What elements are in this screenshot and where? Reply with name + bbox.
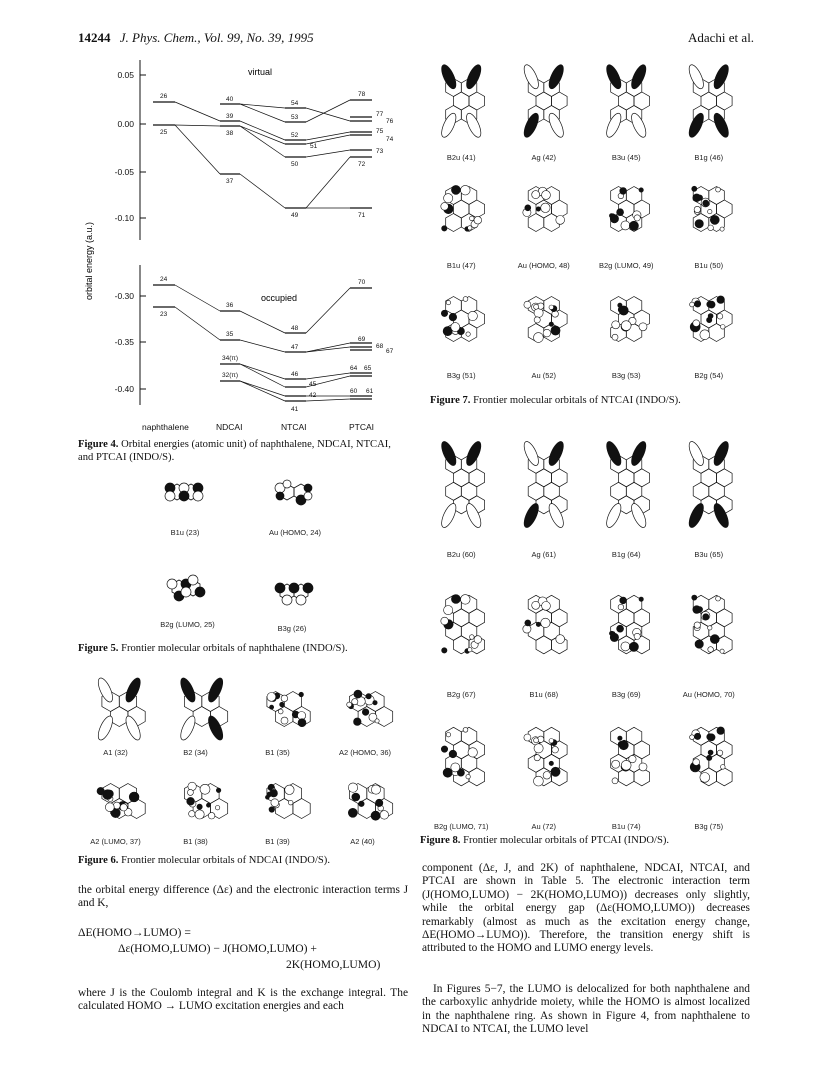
figure-6-caption bbox=[78, 854, 408, 867]
mo-diagram bbox=[268, 476, 322, 525]
caption-label: Figure 8. bbox=[420, 835, 461, 846]
mo-label: Au (HOMO, 24) bbox=[268, 528, 322, 537]
x-label: naphthalene bbox=[142, 422, 189, 432]
level-label: 50 bbox=[291, 161, 299, 168]
mo-diagram bbox=[160, 476, 210, 525]
figure-4-caption bbox=[78, 438, 408, 464]
level-label: 51 bbox=[310, 143, 318, 150]
mo-diagram bbox=[521, 440, 567, 559]
tick-label: 0.05 bbox=[117, 70, 134, 80]
mo-diagram bbox=[683, 595, 736, 699]
mo-label: B3g (26) bbox=[277, 624, 307, 633]
mo-label: B1u (74) bbox=[611, 822, 641, 831]
level-label: 67 bbox=[386, 348, 394, 355]
caption-label: Figure 5. bbox=[78, 643, 119, 654]
level-label: 35 bbox=[226, 331, 234, 338]
level-label: 53 bbox=[291, 114, 299, 121]
mo-label: B3g (69) bbox=[611, 690, 641, 699]
orbital-energy-diagram bbox=[78, 60, 408, 435]
mo-diagram bbox=[604, 63, 650, 162]
mo-diagram bbox=[178, 676, 228, 742]
tick-label: -0.05 bbox=[114, 167, 134, 177]
level-label: 70 bbox=[358, 279, 366, 286]
level-label: 48 bbox=[291, 325, 299, 332]
equation-line: Δε(HOMO,LUMO) − J(HOMO,LUMO) + bbox=[118, 942, 317, 955]
mo-label: B2g (LUMO, 71) bbox=[433, 822, 489, 831]
level-label: 74 bbox=[386, 136, 394, 143]
level-label: 72 bbox=[358, 161, 366, 168]
mo-label: A2 (HOMO, 36) bbox=[338, 748, 392, 757]
tick-label: -0.35 bbox=[114, 337, 134, 347]
body-paragraph: the orbital energy difference (Δε) and the electronic interaction terms J and K, bbox=[78, 884, 408, 910]
mo-diagram bbox=[518, 187, 571, 271]
tick-label: -0.30 bbox=[114, 291, 134, 301]
mo-label: A2 (LUMO, 37) bbox=[90, 837, 141, 846]
mo-label: Ag (42) bbox=[531, 153, 557, 162]
mo-diagram bbox=[441, 185, 485, 270]
mo-diagram bbox=[267, 692, 310, 727]
level-label: 71 bbox=[358, 212, 366, 219]
mo-diagram bbox=[521, 63, 567, 162]
level-label: 46 bbox=[291, 371, 299, 378]
level-label: 26 bbox=[160, 93, 168, 100]
body-paragraph: In Figures 5−7, the LUMO is delocalized for both naphthalene and the carboxylic anhydride moiety, while the HOMO is almost localized in the naphthalene ring. As shown in Figure 4, from naphthalene to NDCAI to NTCAI, the LUMO level bbox=[422, 983, 750, 1036]
level-label: 47 bbox=[291, 344, 299, 351]
mo-label: A1 (32) bbox=[103, 748, 128, 757]
level-label: 54 bbox=[291, 100, 299, 107]
level-label: 39 bbox=[226, 113, 234, 120]
mo-diagram bbox=[524, 297, 567, 381]
mo-label: B3g (75) bbox=[694, 822, 724, 831]
mo-label: B2g (54) bbox=[694, 371, 724, 380]
mo-label: B1u (50) bbox=[694, 261, 724, 270]
figure-6-row-1 bbox=[78, 665, 408, 745]
occupied-label: occupied bbox=[261, 293, 298, 303]
level-label: 73 bbox=[376, 148, 384, 155]
level-label: 25 bbox=[160, 129, 168, 136]
level-label: 68 bbox=[376, 343, 384, 350]
mo-diagram bbox=[686, 440, 732, 559]
level-label: 64 bbox=[350, 365, 358, 372]
mo-label: Ag (61) bbox=[531, 550, 557, 559]
mo-label: B1g (46) bbox=[694, 153, 724, 162]
mo-label: B2g (LUMO, 49) bbox=[598, 261, 654, 270]
mo-label: B1g (64) bbox=[611, 550, 641, 559]
level-label: 38 bbox=[226, 130, 234, 137]
mo-diagram bbox=[97, 784, 145, 819]
mo-label: B2u (60) bbox=[446, 550, 476, 559]
mo-diagram bbox=[184, 782, 227, 819]
level-label: 41 bbox=[291, 406, 299, 413]
level-label: 75 bbox=[376, 128, 384, 135]
caption-text: Frontier molecular orbitals of NDCAI (INDO/S). bbox=[121, 855, 330, 866]
level-label: 61 bbox=[366, 388, 374, 395]
mo-label: B3g (53) bbox=[611, 371, 641, 380]
level-label: 34(π) bbox=[222, 355, 239, 362]
page-header bbox=[78, 30, 314, 46]
level-label: 78 bbox=[358, 91, 366, 98]
mo-label: A2 (40) bbox=[350, 837, 375, 846]
level-label: 42 bbox=[309, 392, 317, 399]
level-label: 69 bbox=[358, 336, 366, 343]
mo-label: Au (52) bbox=[531, 371, 557, 380]
x-label: NDCAI bbox=[216, 422, 243, 432]
equation-line: 2K(HOMO,LUMO) bbox=[286, 958, 381, 971]
level-label: 37 bbox=[226, 178, 234, 185]
mo-diagram bbox=[611, 727, 650, 831]
mo-diagram bbox=[434, 727, 489, 831]
x-label: PTCAI bbox=[349, 422, 375, 432]
mo-diagram bbox=[439, 63, 485, 162]
level-label: 77 bbox=[376, 111, 384, 118]
mo-diagram bbox=[439, 440, 485, 559]
figure-7-caption bbox=[430, 394, 760, 407]
caption-text: Frontier molecular orbitals of NTCAI (INDO/S). bbox=[473, 395, 681, 406]
figure-8-caption bbox=[420, 834, 750, 847]
level-label: 40 bbox=[226, 96, 234, 103]
y-axis-label: orbital energy (a.u.) bbox=[84, 221, 94, 300]
mo-label: B1 (35) bbox=[265, 748, 290, 757]
caption-text: Frontier molecular orbitals of PTCAI (INDO/S). bbox=[463, 835, 670, 846]
mo-label: B1 (38) bbox=[183, 837, 208, 846]
mo-diagram bbox=[609, 595, 649, 699]
mo-diagram bbox=[611, 297, 650, 381]
figure-7-panels bbox=[420, 52, 750, 392]
mo-diagram bbox=[692, 186, 732, 270]
figure-6-row-2 bbox=[78, 765, 408, 835]
mo-diagram bbox=[604, 440, 650, 559]
mo-label: B3u (65) bbox=[694, 550, 724, 559]
page-number: 14244 bbox=[78, 30, 111, 45]
level-label: 45 bbox=[309, 381, 317, 388]
level-label: 36 bbox=[226, 302, 234, 309]
journal-citation: J. Phys. Chem., Vol. 99, No. 39, 1995 bbox=[119, 30, 314, 45]
mo-label: Au (HOMO, 48) bbox=[517, 261, 570, 270]
caption-text: Orbital energies (atomic unit) of naphthalene, NDCAI, NTCAI, and PTCAI (INDO/S). bbox=[78, 439, 391, 463]
mo-diagram bbox=[160, 570, 214, 619]
tick-label: -0.10 bbox=[114, 213, 134, 223]
level-label: 23 bbox=[160, 311, 168, 318]
mo-diagram bbox=[686, 63, 732, 162]
mo-diagram bbox=[441, 297, 484, 381]
equation-line: ΔE(HOMO→LUMO) = bbox=[78, 926, 191, 939]
tick-label: -0.40 bbox=[114, 384, 134, 394]
level-label: 60 bbox=[350, 388, 358, 395]
mo-label: Au (HOMO, 70) bbox=[682, 690, 735, 699]
tick-label: 0.00 bbox=[117, 119, 134, 129]
running-authors: Adachi et al. bbox=[688, 30, 755, 45]
mo-label: B1u (23) bbox=[170, 528, 200, 537]
mo-diagram bbox=[265, 784, 310, 819]
mo-label: B2u (41) bbox=[446, 153, 476, 162]
figure-5-caption bbox=[78, 642, 408, 655]
mo-diagram bbox=[690, 727, 733, 831]
mo-label: B1 (39) bbox=[265, 837, 290, 846]
level-label: 52 bbox=[291, 132, 299, 139]
mo-diagram bbox=[523, 595, 567, 699]
mo-diagram bbox=[348, 783, 392, 820]
mo-diagram bbox=[599, 187, 654, 271]
mo-diagram bbox=[441, 595, 485, 700]
x-label: NTCAI bbox=[281, 422, 307, 432]
level-label: 49 bbox=[291, 212, 299, 219]
body-paragraph: component (Δε, J, and 2K) of naphthalene, NDCAI, NTCAI, and PTCAI are shown in Table 5. The electronic interaction term (J(HOMO,LUMO) − 2K(HOMO,LUMO)) decreases only slightly, while the orbital energy gap (Δε(HOMO,LUMO)) decreases remarkably (almost as much as the excitation energy change, ΔE(HOMO→LUMO)). Therefore, the transition energy shift is attributed to the HOMO and LUMO energy levels. bbox=[422, 862, 750, 955]
mo-label: B3g (51) bbox=[446, 371, 476, 380]
mo-diagram bbox=[347, 690, 393, 726]
caption-label: Figure 7. bbox=[430, 395, 471, 406]
mo-diagram bbox=[690, 296, 733, 380]
level-label: 24 bbox=[160, 276, 168, 283]
caption-label: Figure 6. bbox=[78, 855, 119, 866]
mo-label: B2g (LUMO, 25) bbox=[160, 620, 215, 629]
mo-label: B2 (34) bbox=[183, 748, 208, 757]
level-label: 65 bbox=[364, 365, 372, 372]
virtual-label: virtual bbox=[248, 67, 273, 77]
mo-diagram bbox=[268, 576, 322, 621]
mo-label: Au (72) bbox=[531, 822, 557, 831]
mo-label: B1u (47) bbox=[446, 261, 476, 270]
mo-diagram bbox=[524, 727, 567, 831]
caption-label: Figure 4. bbox=[78, 439, 119, 450]
figure-8-panels bbox=[420, 422, 750, 832]
body-paragraph: where J is the Coulomb integral and K is the exchange integral. The calculated HOMO → LUMO excitation energies and each bbox=[78, 987, 408, 1013]
level-label: 32(π) bbox=[222, 372, 239, 379]
caption-text: Frontier molecular orbitals of naphthalene (INDO/S). bbox=[121, 643, 348, 654]
level-label: 76 bbox=[386, 118, 394, 125]
mo-diagram bbox=[95, 676, 145, 742]
mo-label: B3u (45) bbox=[611, 153, 641, 162]
mo-label: B2g (67) bbox=[446, 690, 476, 699]
mo-label: B1u (68) bbox=[529, 690, 559, 699]
